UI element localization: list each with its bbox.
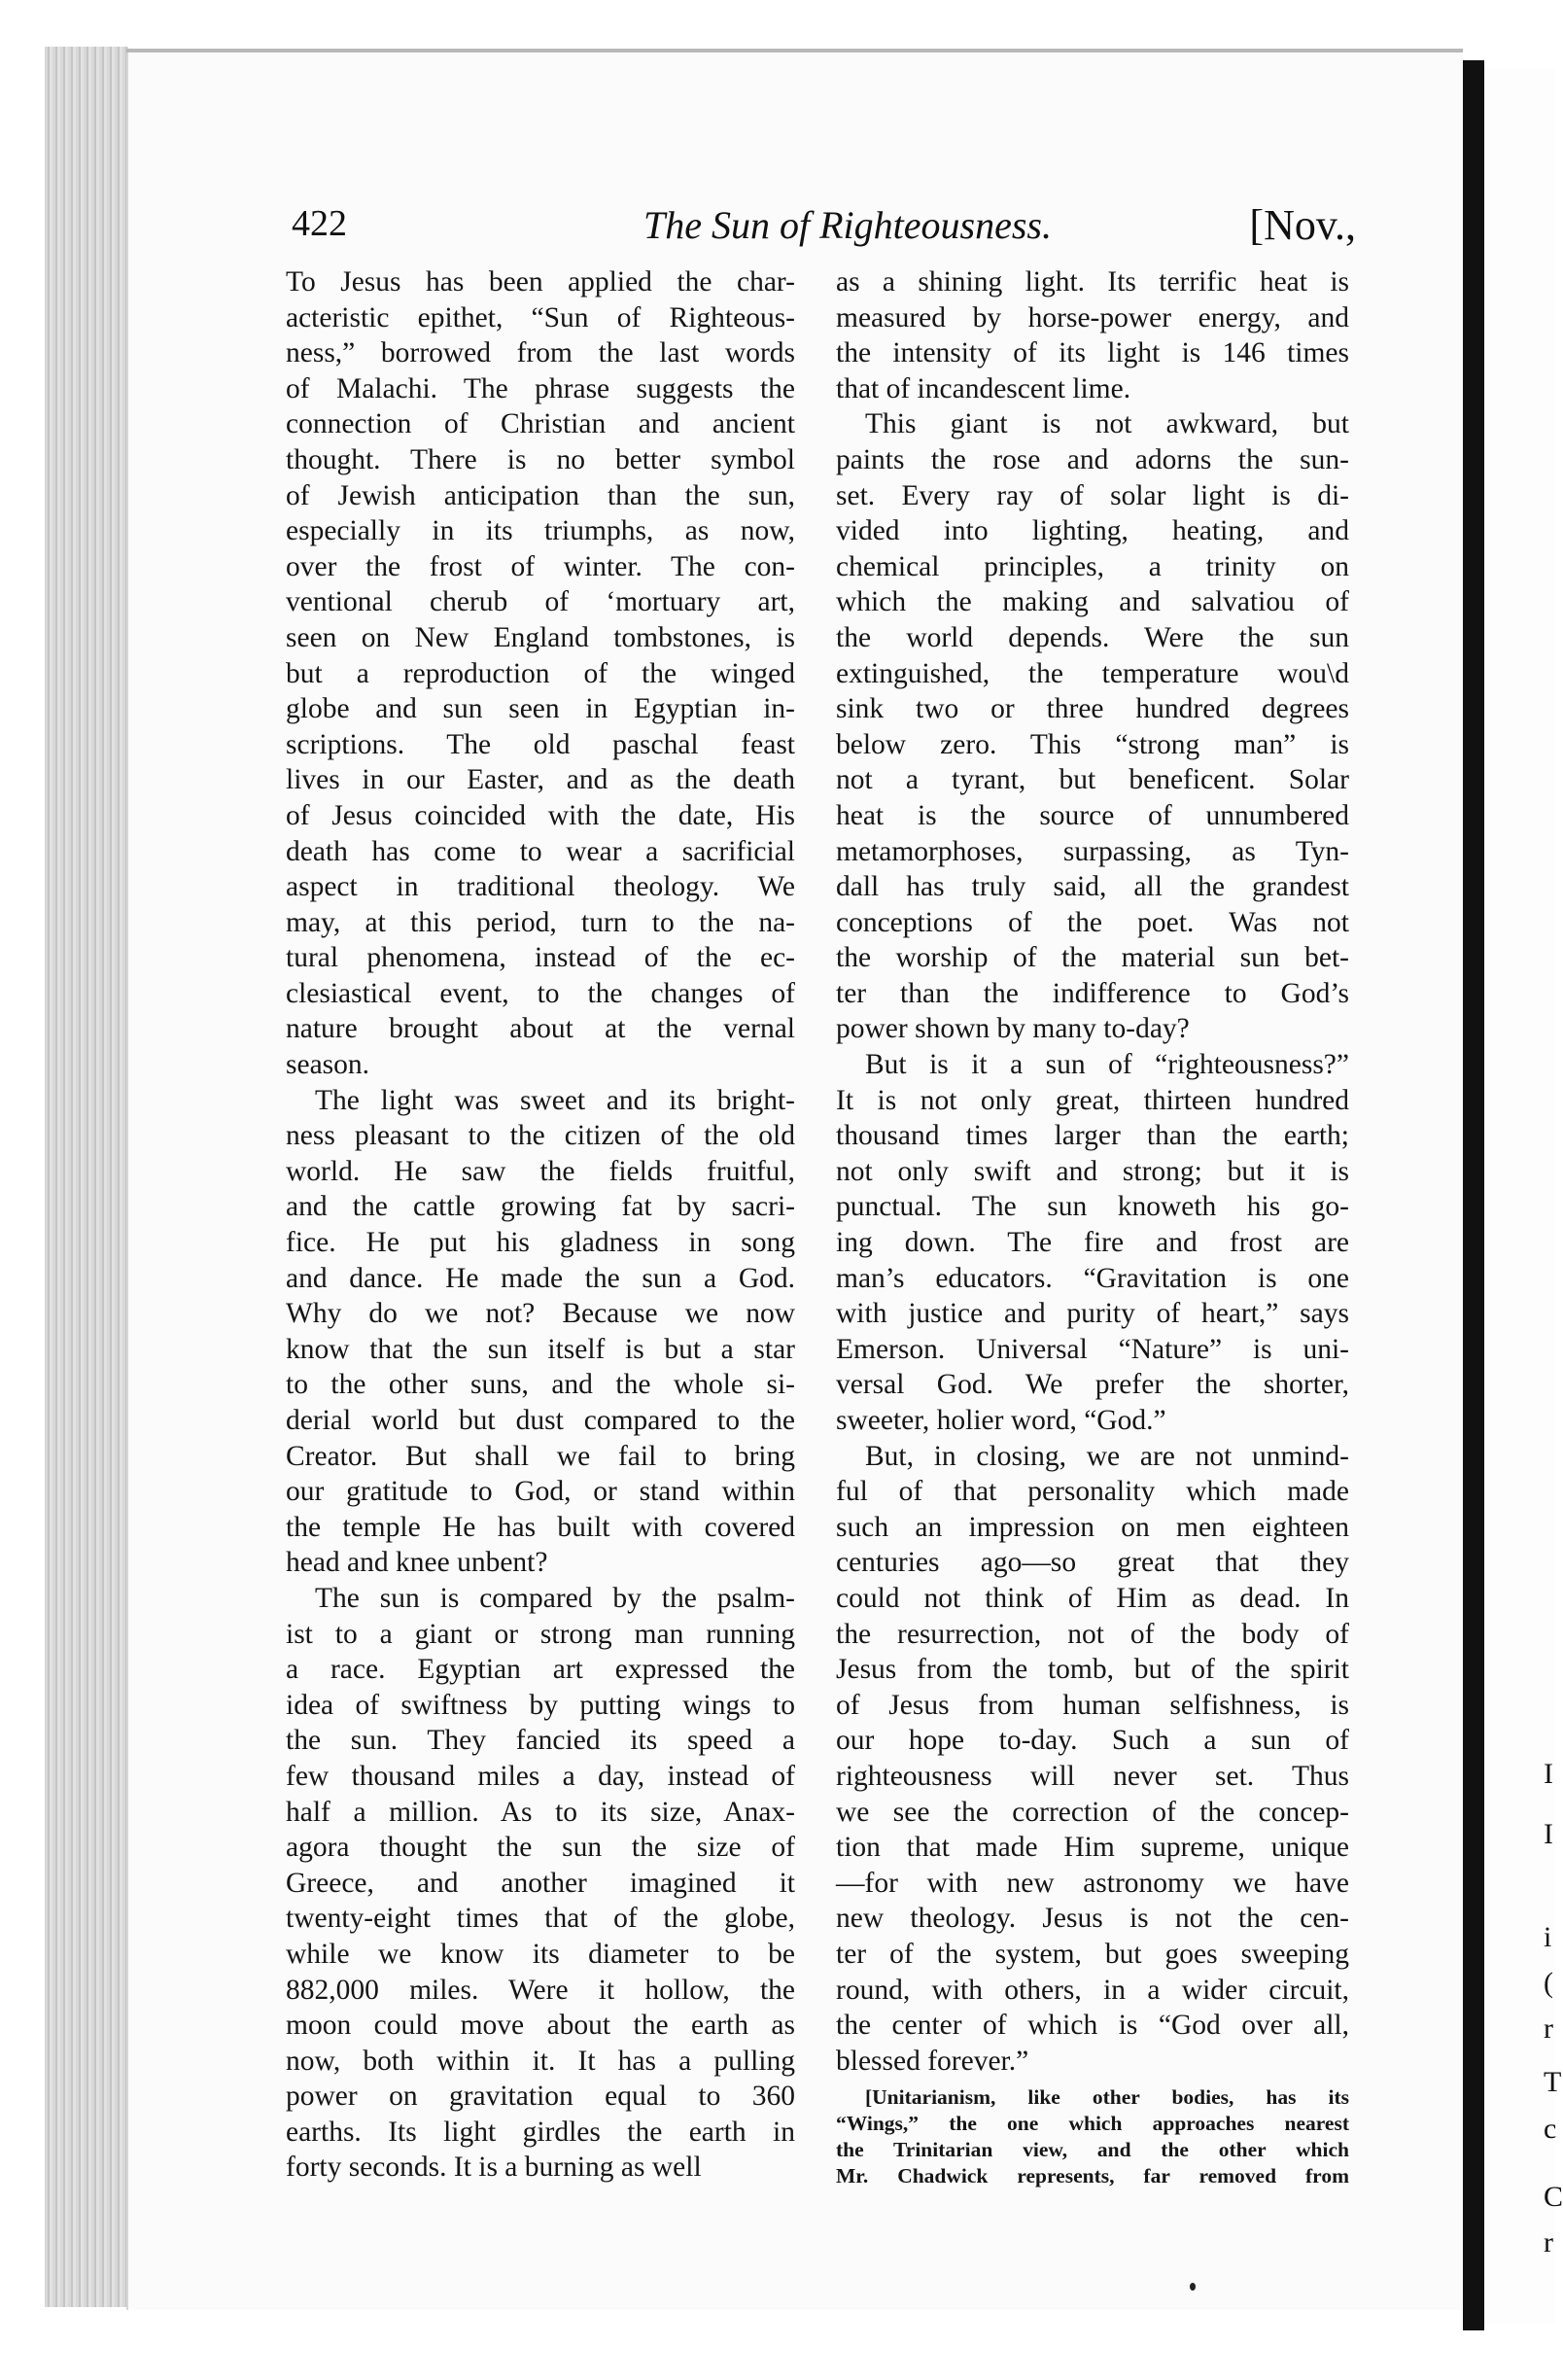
text-line: season. <box>286 1049 370 1081</box>
text-line: of Jewish anticipation than the sun, <box>286 479 795 511</box>
book-gutter <box>45 47 128 2307</box>
text-line: while we know its diameter to be <box>286 1938 795 1970</box>
text-line: centuries ago—so great that they <box>836 1547 1349 1579</box>
adjacent-letter: I <box>1544 1818 1553 1850</box>
ink-speck <box>1190 2283 1196 2291</box>
text-line: clesiastical event, to the changes of <box>286 977 795 1009</box>
text-line: our gratitude to God, or stand within <box>286 1476 795 1508</box>
text-line: new theology. Jesus is not the cen- <box>836 1903 1349 1935</box>
text-line: we see the correction of the concep- <box>836 1796 1349 1828</box>
adjacent-letter: T <box>1544 2066 1562 2098</box>
text-line: the intensity of its light is 146 times <box>836 337 1349 369</box>
text-line: idea of swiftness by putting wings to <box>286 1689 795 1721</box>
note-line: “Wings,” the one which approaches nearest <box>836 2112 1349 2136</box>
text-line: To Jesus has been applied the char- <box>286 266 795 298</box>
note-line: the Trinitarian view, and the other which <box>836 2138 1349 2162</box>
text-line: chemical principles, a trinity on <box>836 550 1349 582</box>
text-line: It is not only great, thirteen hundred <box>836 1084 1349 1116</box>
text-line: sweeter, holier word, “God.” <box>836 1405 1166 1436</box>
text-line: now, both within it. It has a pulling <box>286 2045 795 2077</box>
text-line: over the frost of winter. The con- <box>286 550 795 582</box>
text-line: thought. There is no better symbol <box>286 443 795 475</box>
text-line: the center of which is “God over all, <box>836 2010 1349 2042</box>
text-line: nature brought about at the vernal <box>286 1013 795 1045</box>
text-line: thousand times larger than the earth; <box>836 1120 1349 1152</box>
text-line: ter of the system, but goes sweeping <box>836 1938 1349 1970</box>
text-line: But, in closing, we are not unmind- <box>865 1440 1349 1472</box>
text-line: round, with others, in a wider circuit, <box>836 1974 1349 2006</box>
text-line: forty seconds. It is a burning as well <box>286 2152 702 2184</box>
text-line: derial world but dust compared to the <box>286 1405 795 1436</box>
text-line: world. He saw the fields fruitful, <box>286 1155 795 1187</box>
text-line: ter than the indifference to God’s <box>836 977 1349 1009</box>
text-line: punctual. The sun knoweth his go- <box>836 1191 1349 1223</box>
text-line: ing down. The fire and frost are <box>836 1227 1349 1259</box>
text-line: with justice and purity of heart,” says <box>836 1298 1349 1330</box>
text-line: Greece, and another imagined it <box>286 1867 795 1899</box>
text-line: power on gravitation equal to 360 <box>286 2081 795 2113</box>
text-line: sink two or three hundred degrees <box>836 693 1349 725</box>
text-line: to the other suns, and the whole si- <box>286 1369 795 1401</box>
text-line: the resurrection, not of the body of <box>836 1618 1349 1650</box>
month-mark: [Nov., <box>1249 201 1356 249</box>
text-line: vided into lighting, heating, and <box>836 515 1349 547</box>
text-line: fice. He put his gladness in song <box>286 1227 795 1259</box>
text-line: agora thought the sun the size of <box>286 1832 795 1864</box>
text-line: the temple He has built with covered <box>286 1511 795 1543</box>
adjacent-letter: I <box>1544 1758 1553 1790</box>
running-title: The Sun of Righteousness. <box>643 203 1052 247</box>
text-line: not a tyrant, but beneficent. Solar <box>836 764 1349 796</box>
text-line: especially in its triumphs, as now, <box>286 515 795 547</box>
text-line: lives in our Easter, and as the death <box>286 764 795 796</box>
text-line: the world depends. Were the sun <box>836 621 1349 653</box>
text-line: such an impression on men eighteen <box>836 1511 1349 1543</box>
running-header <box>292 194 1356 253</box>
text-line: a race. Egyptian art expressed the <box>286 1654 795 1686</box>
text-line: conceptions of the poet. Was not <box>836 906 1349 938</box>
text-line: that of incandescent lime. <box>836 372 1131 404</box>
adjacent-letter: r <box>1544 2012 1553 2045</box>
text-line: of Malachi. The phrase suggests the <box>286 372 795 404</box>
text-line: connection of Christian and ancient <box>286 408 795 440</box>
text-line: twenty-eight times that of the globe, <box>286 1903 795 1935</box>
text-line: The sun is compared by the psalm- <box>315 1582 795 1614</box>
text-line: and the cattle growing fat by sacri- <box>286 1191 795 1223</box>
text-line: which the making and salvatiou of <box>836 586 1349 618</box>
text-line: may, at this period, turn to the na- <box>286 906 795 938</box>
text-line: 882,000 miles. Were it hollow, the <box>286 1974 795 2006</box>
text-line: ist to a giant or strong man running <box>286 1618 795 1650</box>
text-line: ful of that personality which made <box>836 1476 1349 1508</box>
text-line: Emerson. Universal “Nature” is uni- <box>836 1333 1349 1365</box>
adjacent-letter: i <box>1544 1921 1552 1953</box>
text-line: —for with new astronomy we have <box>836 1867 1349 1899</box>
text-line: versal God. We prefer the shorter, <box>836 1369 1349 1401</box>
text-line: But is it a sun of “righteousness?” <box>865 1049 1349 1081</box>
page-number: 422 <box>292 203 347 244</box>
adjacent-letter: c <box>1544 2113 1557 2145</box>
text-line: half a million. As to its size, Anax- <box>286 1796 795 1828</box>
text-line: could not think of Him as dead. In <box>836 1582 1349 1614</box>
text-line: below zero. This “strong man” is <box>836 728 1349 760</box>
text-line: and dance. He made the sun a God. <box>286 1262 795 1294</box>
text-line: ness pleasant to the citizen of the old <box>286 1120 795 1152</box>
adjacent-letter: ( <box>1544 1967 1553 1999</box>
text-line: death has come to wear a sacrificial <box>286 835 795 867</box>
left-column <box>286 264 795 2186</box>
text-line: the sun. They fancied its speed a <box>286 1725 795 1757</box>
text-line: The light was sweet and its bright- <box>315 1084 795 1116</box>
text-line: head and knee unbent? <box>286 1547 548 1579</box>
text-line: few thousand miles a day, instead of <box>286 1760 795 1792</box>
text-line: earths. Its light girdles the earth in <box>286 2116 795 2148</box>
text-line: but a reproduction of the winged <box>286 657 795 689</box>
adjacent-letter: C <box>1544 2181 1563 2213</box>
text-line: This giant is not awkward, but <box>865 408 1349 440</box>
right-column <box>836 264 1349 2189</box>
text-line: not only swift and strong; but it is <box>836 1155 1349 1187</box>
text-line: Creator. But shall we fail to bring <box>286 1440 795 1472</box>
adjacent-letter: r <box>1544 2226 1553 2258</box>
editor-note <box>836 2084 1349 2189</box>
text-line: paints the rose and adorns the sun- <box>836 443 1349 475</box>
text-line: metamorphoses, surpassing, as Tyn- <box>836 835 1349 867</box>
text-line: know that the sun itself is but a star <box>286 1333 795 1365</box>
text-line: as a shining light. Its terrific heat is <box>836 266 1349 298</box>
text-line: ness,” borrowed from the last words <box>286 337 795 369</box>
text-line: righteousness will never set. Thus <box>836 1760 1349 1792</box>
text-line: dall has truly said, all the grandest <box>836 871 1349 903</box>
text-line: set. Every ray of solar light is di- <box>836 479 1349 511</box>
text-line: the worship of the material sun bet- <box>836 942 1349 974</box>
text-line: ventional cherub of ‘mortuary art, <box>286 586 795 618</box>
text-line: power shown by many to-day? <box>836 1013 1190 1045</box>
text-line: aspect in traditional theology. We <box>286 871 795 903</box>
text-line: heat is the source of unnumbered <box>836 799 1349 831</box>
text-line: man’s educators. “Gravitation is one <box>836 1262 1349 1294</box>
text-line: of Jesus from human selfishness, is <box>836 1689 1349 1721</box>
text-line: tion that made Him supreme, unique <box>836 1832 1349 1864</box>
text-line: tural phenomena, instead of the ec- <box>286 942 795 974</box>
text-line: acteristic epithet, “Sun of Righteous- <box>286 301 795 333</box>
text-line: Why do we not? Because we now <box>286 1298 795 1330</box>
note-line: Mr. Chadwick represents, far removed from <box>836 2164 1349 2188</box>
text-line: of Jesus coincided with the date, His <box>286 799 795 831</box>
text-line: measured by horse-power energy, and <box>836 301 1349 333</box>
text-line: scriptions. The old paschal feast <box>286 728 795 760</box>
text-line: Jesus from the tomb, but of the spirit <box>836 1654 1349 1686</box>
note-line: [Unitarianism, like other bodies, has its <box>865 2085 1349 2110</box>
text-line: our hope to-day. Such a sun of <box>836 1725 1349 1757</box>
text-line: blessed forever.” <box>836 2045 1029 2077</box>
text-line: globe and sun seen in Egyptian in- <box>286 693 795 725</box>
text-line: seen on New England tombstones, is <box>286 621 795 653</box>
text-line: extinguished, the temperature wou\d <box>836 657 1349 689</box>
text-line: moon could move about the earth as <box>286 2010 795 2042</box>
binding-shadow <box>1463 60 1484 2330</box>
